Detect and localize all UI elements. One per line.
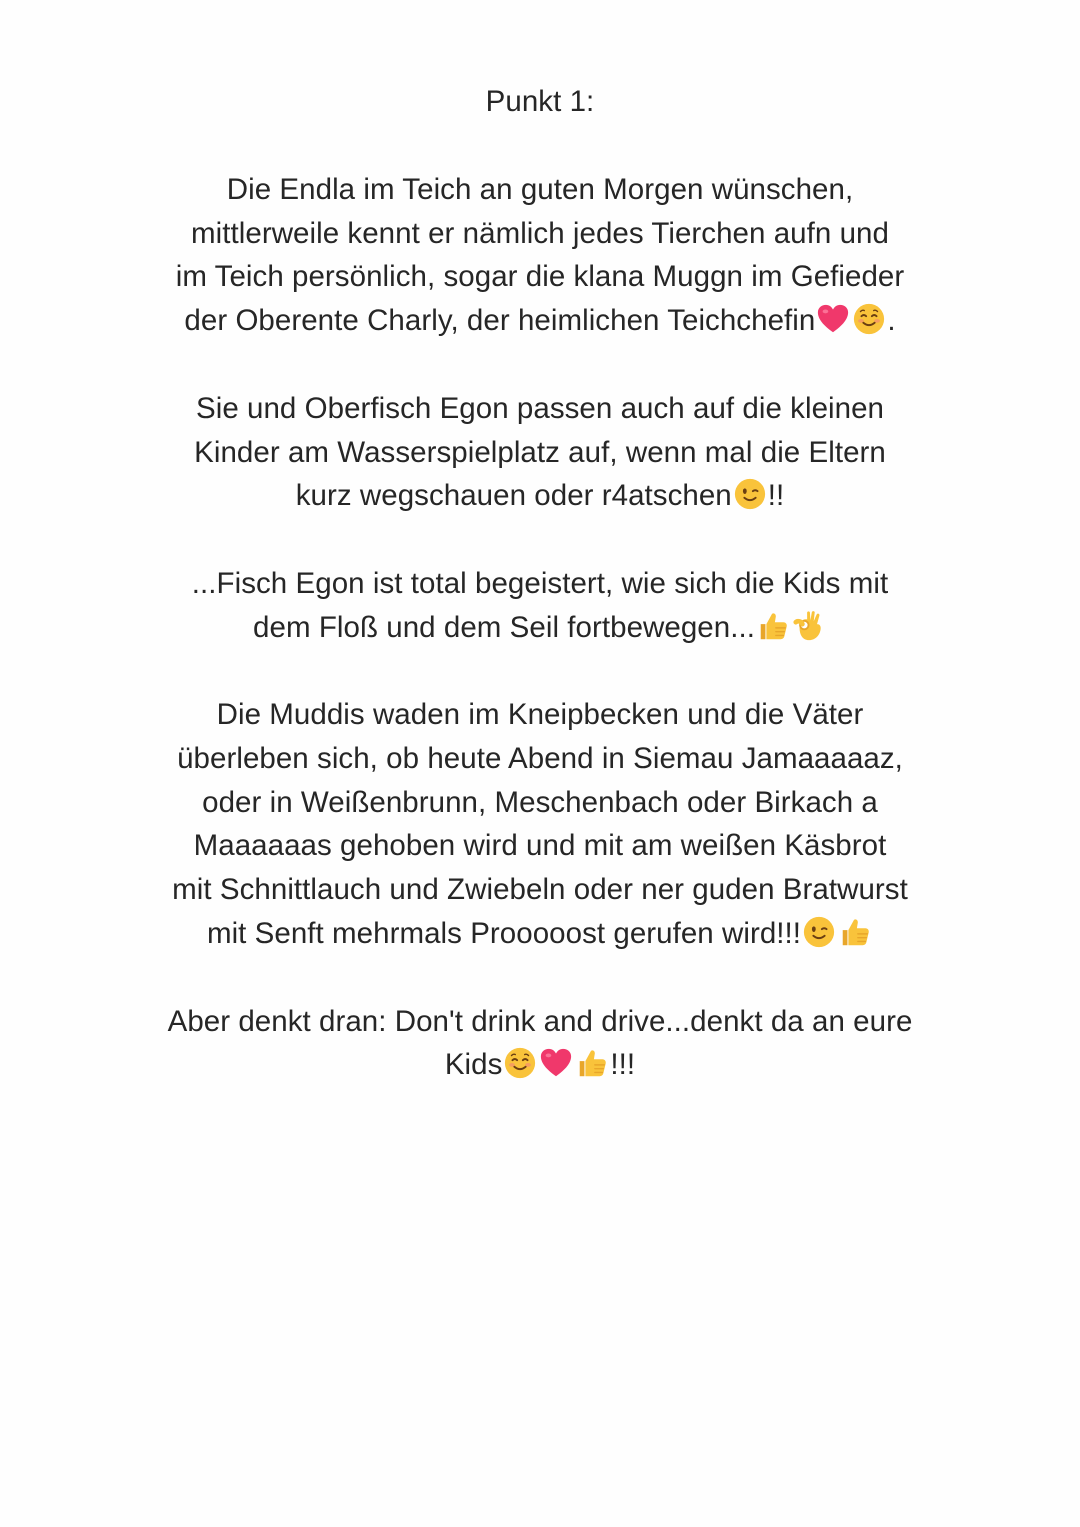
text-line (120, 1000, 960, 1044)
smiling-face-icon (503, 1046, 537, 1080)
text-line (120, 562, 960, 606)
heart-icon (539, 1046, 573, 1080)
heart-icon (816, 302, 850, 336)
line-text: mittlerweile kennt er nämlich jedes Tierchen aufn und (191, 216, 889, 250)
line-text: kurz wegschauen oder r4atschen (295, 479, 732, 513)
line-text: Kinder am Wasserspielplatz auf, wenn mal die Eltern (194, 435, 886, 469)
text-line (120, 299, 960, 343)
line-text: dem Floß und dem Seil fortbewegen... (253, 610, 755, 644)
winking-face-icon (733, 477, 767, 511)
line-text: Sie und Oberfisch Egon passen auch auf die kleinen (195, 391, 884, 425)
text-line (120, 693, 960, 737)
line-text: oder in Weißenbrunn, Meschenbach oder Birkach a (202, 785, 878, 819)
text-line (120, 168, 960, 212)
line-suffix: . (887, 304, 896, 338)
line-suffix: !! (767, 479, 785, 513)
smiling-face-icon (852, 302, 886, 336)
text-line (120, 1043, 960, 1087)
heading: Punkt 1: (485, 85, 595, 118)
line-suffix: !!! (610, 1048, 636, 1082)
line-text: Maaaaaas gehoben wird und mit am weißen Käsbrot (193, 829, 887, 863)
paragraph (120, 562, 960, 649)
text-line (120, 912, 960, 956)
text-line (120, 255, 960, 299)
line-text: ...Fisch Egon ist total begeistert, wie sich die Kids mit (191, 566, 889, 600)
line-text: Kids (444, 1048, 503, 1082)
text-line (120, 868, 960, 912)
paragraph (120, 1000, 960, 1087)
paragraph (120, 168, 960, 343)
line-text: der Oberente Charly, der heimlichen Teichchefin (184, 304, 816, 338)
line-text: Aber denkt dran: Don't drink and drive...denkt da an eure (167, 1004, 913, 1038)
ok-hand-icon (792, 609, 826, 643)
line-text: Die Endla im Teich an guten Morgen wünschen, (226, 173, 854, 206)
text-line (120, 387, 960, 431)
text-line (120, 212, 960, 256)
line-text: im Teich persönlich, sogar die klana Muggn im Gefieder (175, 260, 905, 294)
thumbs-up-icon (575, 1046, 609, 1080)
text-line (120, 737, 960, 781)
text-line (120, 781, 960, 825)
paragraph-list (120, 168, 960, 1087)
paragraph (120, 693, 960, 955)
line-text: Die Muddis waden im Kneipbecken und die Väter (216, 698, 864, 732)
line-text: mit Senft mehrmals Prooooost gerufen wird!!! (206, 916, 802, 950)
text-line (120, 606, 960, 650)
thumbs-up-icon (756, 609, 790, 643)
text-line (120, 431, 960, 475)
text-line (120, 474, 960, 518)
paragraph (120, 387, 960, 518)
line-text: mit Schnittlauch und Zwiebeln oder ner guden Bratwurst (172, 873, 908, 907)
text-line (120, 824, 960, 868)
thumbs-up-icon (838, 915, 872, 949)
text-block (120, 80, 960, 1087)
winking-face-icon (802, 915, 836, 949)
line-text: überleben sich, ob heute Abend in Siemau Jamaaaaaz, (177, 742, 903, 776)
